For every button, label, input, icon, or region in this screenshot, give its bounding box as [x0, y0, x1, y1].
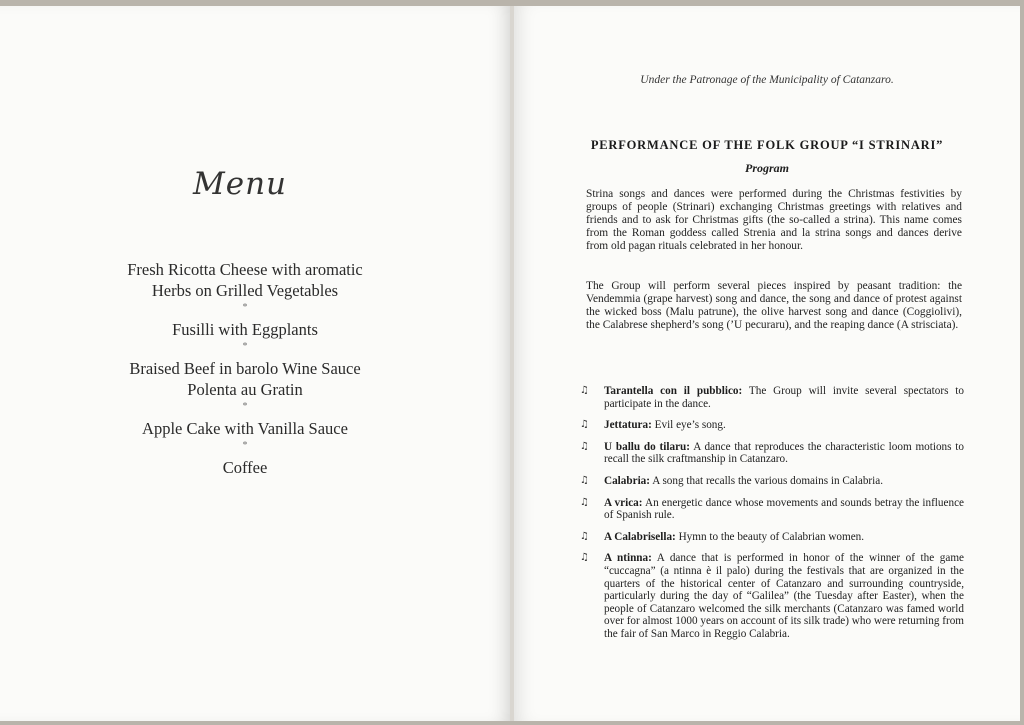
music-note-icon: ♫ [580, 419, 589, 431]
music-note-icon: ♫ [580, 474, 589, 486]
intro-paragraph: Strina songs and dances were performed during the Christmas festivities by groups of people (Strinari) exchanging Christmas greetings with relatives and friends and to ask for Christmas gifts (the so-called a strina). This name comes from the Roman goddess called Strenia and la strina songs and dances derive from old pagan rituals celebrated in her honour. [586, 188, 962, 252]
item-name: A vrica: [604, 496, 643, 509]
item-text: The Group will invite several spectators to participate in the dance. [604, 385, 964, 410]
menu-course-line: Polenta au Gratin [187, 380, 303, 399]
menu-course [0, 259, 490, 301]
item-name: Tarantella con il pubblico: [604, 385, 743, 397]
music-note-icon: ♫ [580, 530, 589, 542]
menu-list [0, 259, 490, 478]
menu-title: Menu [192, 166, 288, 202]
item-name: A Calabrisella: [604, 530, 676, 543]
item-name: Jettatura: [604, 419, 652, 432]
menu-separator: * [242, 302, 248, 313]
item-name: Calabria: [604, 474, 650, 487]
menu-course-line: Apple Cake with Vanilla Sauce [142, 419, 348, 438]
item-text: Evil eye’s song. [654, 419, 726, 432]
patronage-line: Under the Patronage of the Municipality of Catanzaro. [640, 74, 894, 86]
menu-course-line: Fusilli with Eggplants [172, 320, 318, 339]
performance-title: PERFORMANCE OF THE FOLK GROUP “I STRINARI” [590, 138, 944, 152]
menu-page [0, 6, 511, 721]
program-item [580, 475, 964, 488]
program-subtitle: Program [744, 161, 789, 175]
pieces-paragraph: The Group will perform several pieces inspired by peasant tradition: the Vendemmia (grape harvest) song and dance, the song and dance of protest against the wicked boss (Malu patrune), the olive harvest song and dance (Coggiolivi), the Calabrese shepherd’s song (’U pecuraru), and the reaping dance (A strisciata). [586, 280, 962, 331]
program-page [514, 6, 1020, 721]
item-text: A dance that reproduces the characteristic loom motions to recall the silk craftmanship in Catanzaro. [604, 440, 964, 466]
menu-course [0, 358, 490, 400]
music-note-icon: ♫ [580, 385, 589, 396]
menu-course-line: Coffee [222, 458, 268, 477]
menu-course-line: Fresh Ricotta Cheese with aromatic [127, 260, 363, 279]
music-note-icon: ♫ [580, 496, 589, 508]
program-item [580, 441, 964, 466]
menu-course-line: Herbs on Grilled Vegetables [151, 281, 339, 300]
menu-course-line: Braised Beef in barolo Wine Sauce [129, 359, 361, 378]
item-name: A ntinna: [604, 552, 652, 565]
menu-course [0, 319, 490, 340]
menu-course [0, 418, 490, 439]
menu-separator: * [242, 440, 248, 451]
menu-separator: * [242, 401, 248, 412]
program-item [580, 419, 964, 432]
program-items [580, 385, 964, 650]
item-text: A dance that is performed in honor of the winner of the game “cuccagna” (a ntinna è il palo) during the festivals that are organized in the quarters of the historical center of Catanzaro and surrounding countryside, particularly during the day of “Galilea” (the Tuesday after Easter), when the people of Catanzaro welcomed the silk merchants (Catanzaro was famed world over for almost 1000 years on account of its silk trade) who were returning from the fair of San Marco in Reggio Calabria. [604, 552, 964, 640]
program-item [580, 531, 964, 544]
item-text: An energetic dance whose movements and sounds betray the influence of Spanish rule. [604, 496, 965, 522]
item-text: Hymn to the beauty of Calabrian women. [678, 530, 865, 543]
item-name: U ballu do tilaru: [604, 440, 690, 453]
music-note-icon: ♫ [580, 552, 589, 564]
item-text: A song that recalls the various domains in Calabria. [652, 474, 884, 487]
menu-course [0, 457, 490, 478]
program-item [580, 552, 964, 640]
program-item [580, 385, 964, 410]
program-item [580, 497, 964, 522]
menu-separator: * [242, 341, 248, 352]
music-note-icon: ♫ [580, 440, 589, 452]
